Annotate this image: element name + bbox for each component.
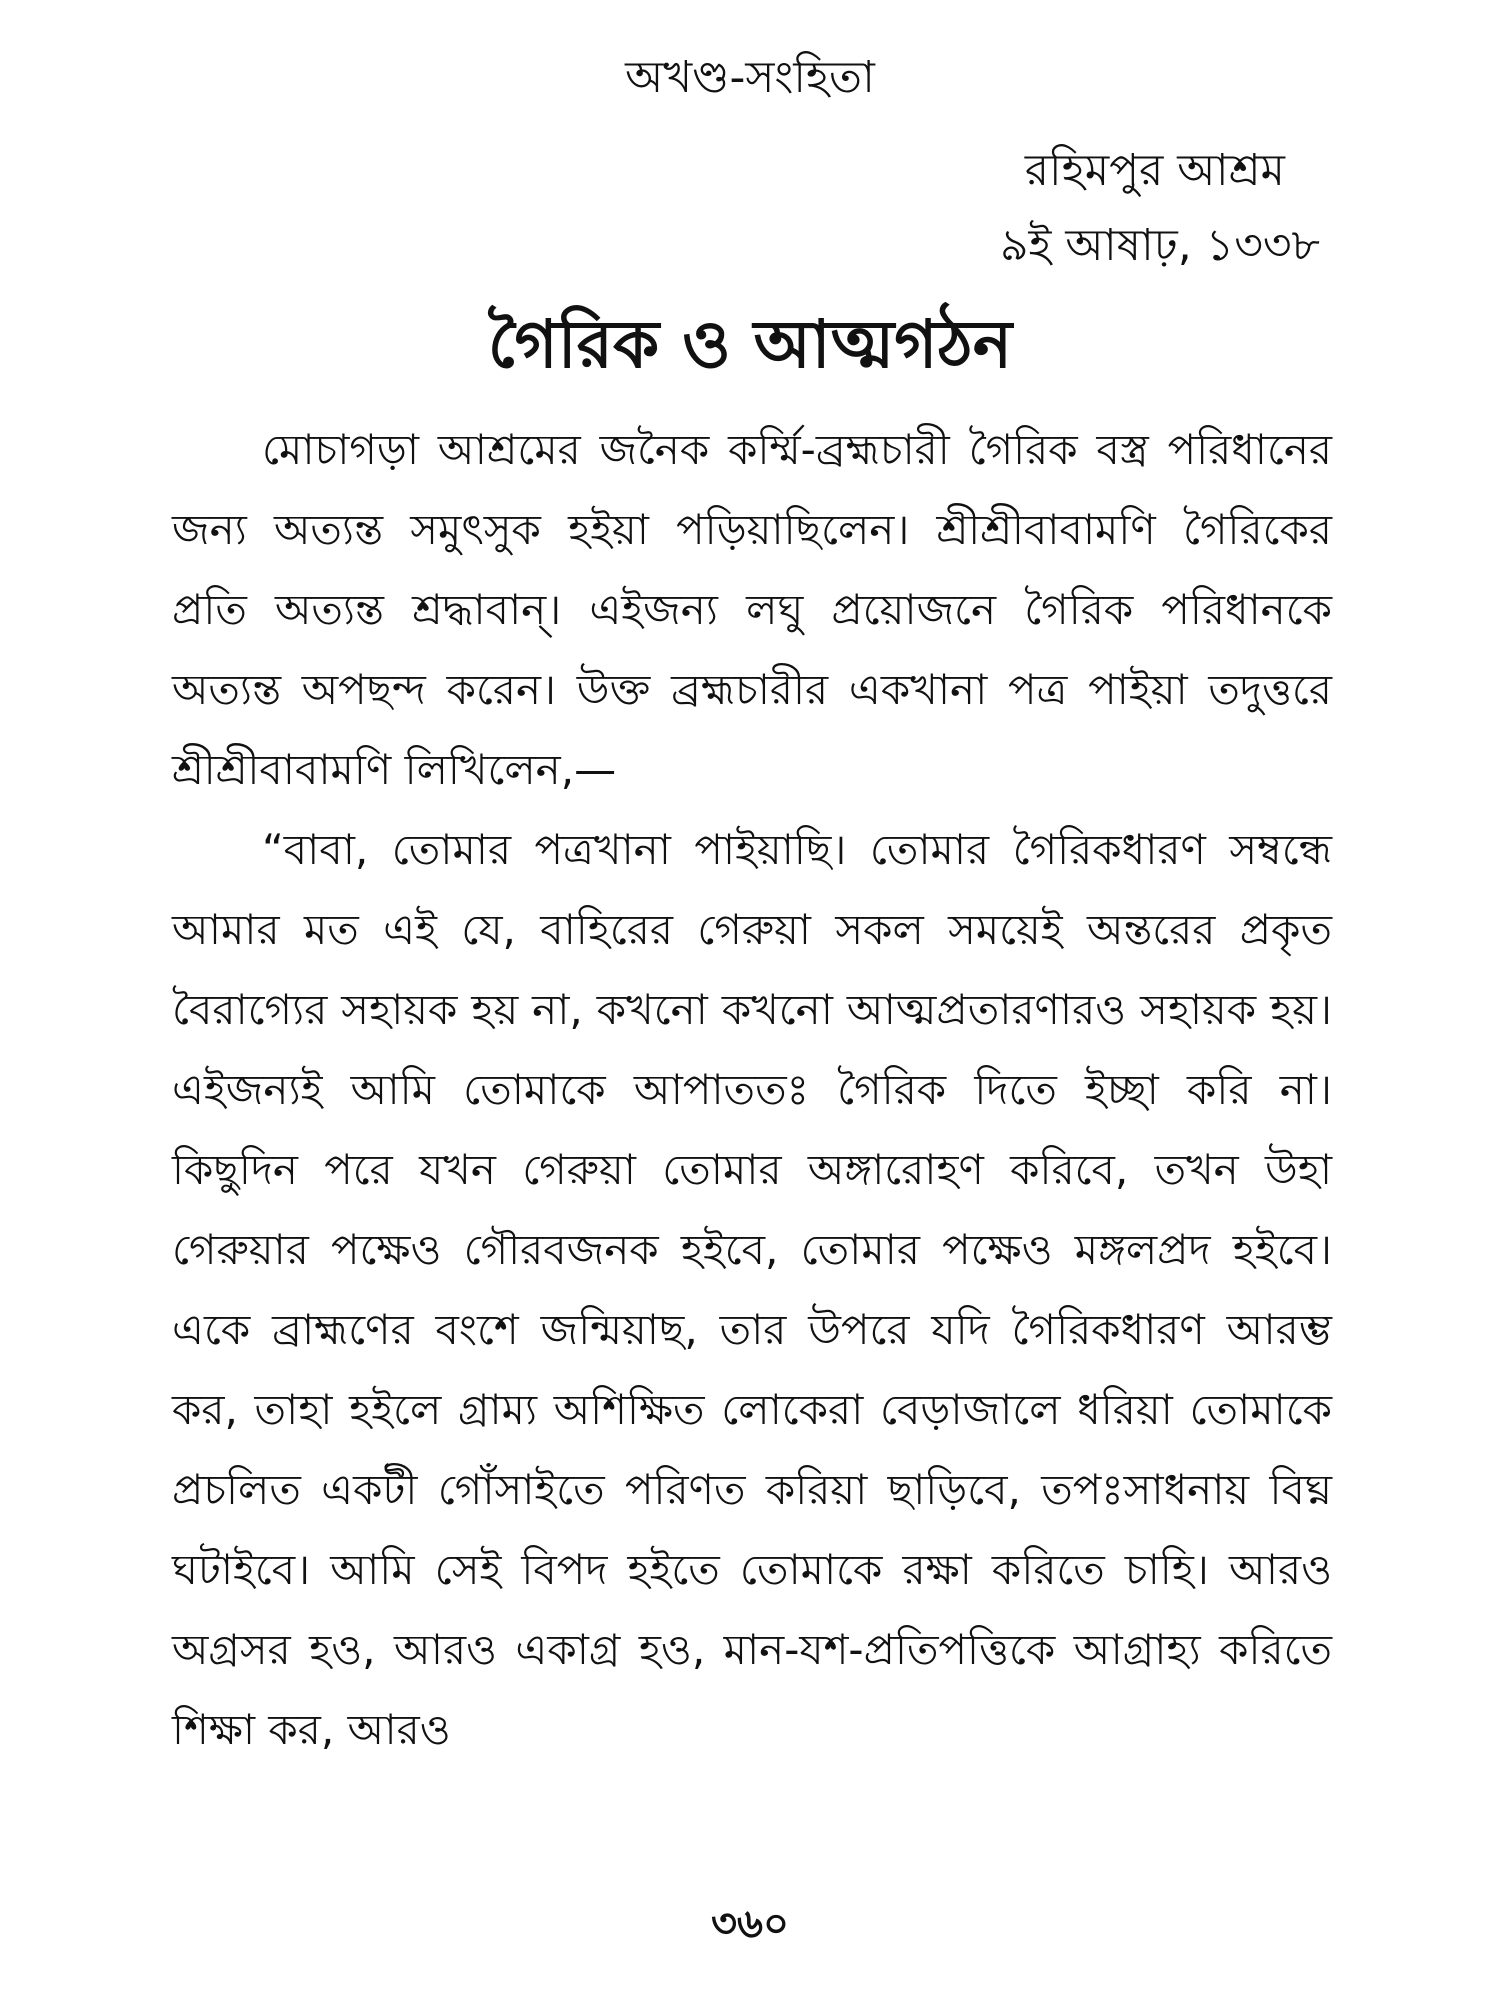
page-number: ৩৬০	[710, 1901, 790, 1947]
letter-date: ৯ই আষাঢ়, ১৩৩৮	[999, 220, 1320, 271]
paragraph-intro: মোচাগড়া আশ্রমের জনৈক কর্ম্মি-ব্রহ্মচারী গৈরিক বস্ত্র পরিধানের জন্য অত্যন্ত সমুৎসুক হইয়া পড়িয়াছিলেন। শ্রীশ্রীবাবামণি গৈরিকের প্রতি অত্যন্ত শ্রদ্ধাবান্। এইজন্য লঘু প্রয়োজনে গৈরিক পরিধানকে অত্যন্ত অপছন্দ করেন। উক্ত ব্রহ্মচারীর একখানা পত্র পাইয়া তদুত্তরে শ্রীশ্রীবাবামণি লিখিলেন,—	[172, 425, 1332, 794]
chapter-title: গৈরিক ও আত্মগঠন	[487, 306, 1013, 383]
running-header-book-title: অখণ্ড-সংহিতা	[625, 52, 875, 103]
body-text	[172, 410, 1332, 1770]
paragraph-letter: “বাবা, তোমার পত্রখানা পাইয়াছি। তোমার গৈরিকধারণ সম্বন্ধে আমার মত এই যে, বাহিরের গেরুয়া সকল সময়েই অন্তরের প্রকৃত বৈরাগ্যের সহায়ক হয় না, কখনো কখনো আত্মপ্রতারণারও সহায়ক হয়। এইজন্যই আমি তোমাকে আপাততঃ গৈরিক দিতে ইচ্ছা করি না। কিছুদিন পরে যখন গেরুয়া তোমার অঙ্গারোহণ করিবে, তখন উহা গেরুয়ার পক্ষেও গৌরবজনক হইবে, তোমার পক্ষেও মঙ্গলপ্রদ হইবে। একে ব্রাহ্মণের বংশে জন্মিয়াছ, তার উপরে যদি গৈরিকধারণ আরম্ভ কর, তাহা হইলে গ্রাম্য অশিক্ষিত লোকেরা বেড়াজালে ধরিয়া তোমাকে প্রচলিত একটী গোঁসাইতে পরিণত করিয়া ছাড়িবে, তপঃসাধনায় বিঘ্ন ঘটাইবে। আমি সেই বিপদ হইতে তোমাকে রক্ষা করিতে চাহি। আরও অগ্রসর হও, আরও একাগ্র হও, মান-যশ-প্রতিপত্তিকে আগ্রাহ্য করিতে শিক্ষা কর, আরও	[172, 825, 1332, 1754]
letter-place: রহিমপুর আশ্রম	[1024, 145, 1285, 196]
